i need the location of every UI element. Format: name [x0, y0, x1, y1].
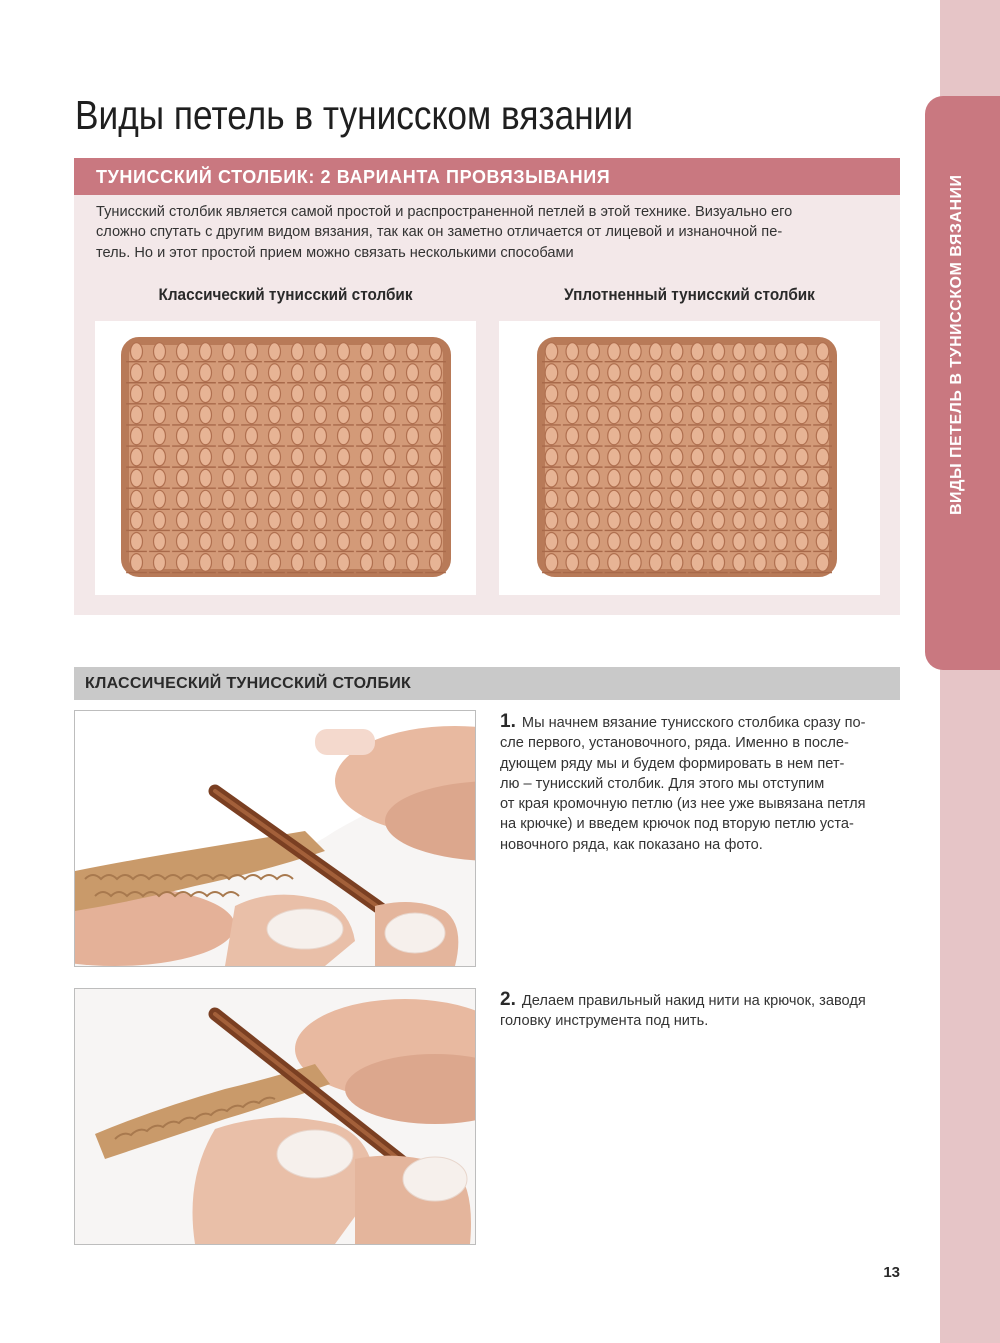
caption-classic: Классический тунисский столбик [158, 285, 413, 304]
classic-swatch-photo [95, 321, 476, 595]
step-2-photo [74, 988, 476, 1245]
page-title: Виды петель в тунисском вязании [75, 92, 634, 138]
caption-dense: Уплотненный тунисский столбик [564, 285, 815, 304]
intro-line: сложно спутать с другим видом вязания, так как он заметно отличается от лицевой и изнаночной пе- [96, 224, 783, 241]
step-1-line: новочного ряда, как показано на фото. [500, 836, 763, 853]
step-1-photo [74, 710, 476, 967]
step-1-line: дующем ряду мы и будем формировать в нем пет- [500, 755, 845, 772]
step-2-line: головку инструмента под нить. [500, 1013, 709, 1030]
step-1-line: сле первого, установочного, ряда. Именно в после- [500, 735, 849, 752]
step-2-line: Делаем правильный накид нити на крючок, заводя [521, 993, 866, 1009]
section-heading-variants-text: ТУНИССКИЙ СТОЛБИК: 2 ВАРИАНТА ПРОВЯЗЫВАНИЯ [96, 167, 611, 187]
step-1-line: Мы начнем вязание тунисского столбика сразу по- [521, 715, 866, 731]
step-1-line: лю – тунисский столбик. Для этого мы отступим [500, 775, 825, 792]
section-heading-classic [74, 667, 900, 700]
dense-swatch-photo [499, 321, 880, 595]
step-1-number: 1. [500, 711, 516, 732]
step-1-line: от края кромочную петлю (из нее уже вывязана петля [500, 796, 866, 813]
chapter-tab-label: ВИДЫ ПЕТЕЛЬ В ТУНИССКОМ ВЯЗАНИИ [948, 174, 965, 515]
intro-paragraph [96, 202, 866, 263]
step-2-number: 2. [500, 989, 516, 1010]
step-1-text [500, 712, 895, 855]
intro-line: Тунисский столбик является самой простой и распространенной петлей в этой технике. Визуально его [96, 204, 793, 220]
page-number: 13 [883, 1264, 900, 1281]
intro-line: тель. Но и этот простой прием можно связать несколькими способами [96, 244, 574, 261]
section-heading-variants [74, 158, 900, 195]
section-heading-classic-text: КЛАССИЧЕСКИЙ ТУНИССКИЙ СТОЛБИК [85, 675, 412, 692]
step-1-line: на крючке) и введем крючок под вторую петлю уста- [500, 816, 854, 833]
step-2-text [500, 990, 895, 1032]
